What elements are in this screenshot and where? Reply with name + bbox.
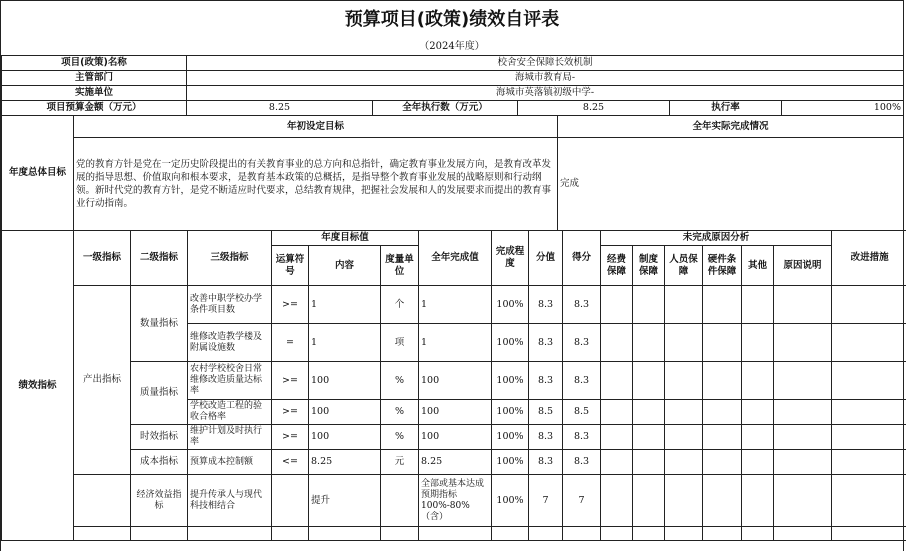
header-level3: 三级指标 (188, 231, 272, 286)
reason-system-cell (633, 286, 665, 324)
indicator-score: 8.3 (563, 425, 601, 450)
blank-cell (529, 527, 563, 541)
indicator-completion: 100% (492, 286, 529, 324)
reason-system-cell (633, 425, 665, 450)
indicator-content: 100 (309, 400, 381, 425)
blank-cell (832, 527, 906, 541)
indicator-operator (272, 475, 309, 527)
reason-funding-cell (601, 362, 633, 400)
blank-cell (381, 527, 419, 541)
reason-funding-cell (601, 400, 633, 425)
blank-cell (188, 527, 272, 541)
executed-value: 8.25 (518, 101, 670, 116)
indicator-name: 维修改造教学楼及附属设施数 (188, 324, 272, 362)
reason-desc-cell (774, 475, 832, 527)
indicator-score: 8.5 (563, 400, 601, 425)
indicator-weight: 8.3 (529, 450, 563, 475)
reason-hardware-cell (703, 425, 742, 450)
indicator-annual-value: 1 (419, 324, 492, 362)
reason-staff-cell (665, 286, 703, 324)
indicator-score: 8.3 (563, 362, 601, 400)
improve-cell (832, 400, 906, 425)
reason-other-cell (742, 450, 774, 475)
reason-other-cell (742, 425, 774, 450)
reason-funding-cell (601, 475, 633, 527)
reason-hardware-cell (703, 286, 742, 324)
indicator-operator: <= (272, 450, 309, 475)
reason-staff-cell (665, 362, 703, 400)
reason-desc-cell (774, 362, 832, 400)
reason-desc-cell (774, 450, 832, 475)
reason-funding-cell (601, 425, 633, 450)
reason-funding-cell (601, 286, 633, 324)
indicator-unit: % (381, 425, 419, 450)
indicator-annual-value: 1 (419, 286, 492, 324)
page-title: 预算项目(政策)绩效自评表 (344, 9, 560, 30)
indicator-unit: 个 (381, 286, 419, 324)
indicator-name: 农村学校校舍日常维修改造质量达标率 (188, 362, 272, 400)
indicator-score: 8.3 (563, 324, 601, 362)
indicator-weight: 8.3 (529, 286, 563, 324)
project-name-label: 项目(政策)名称 (2, 56, 187, 71)
project-name-value: 校舍安全保障长效机制 (187, 56, 904, 71)
indicator-completion: 100% (492, 324, 529, 362)
header-level2: 二级指标 (131, 231, 188, 286)
output-indicator-label: 产出指标 (74, 286, 131, 475)
indicator-table (1, 230, 906, 541)
reason-desc-cell (774, 400, 832, 425)
reason-funding-cell (601, 450, 633, 475)
blank-cell (272, 527, 309, 541)
header-reason-group: 未完成原因分析 (601, 231, 832, 246)
indicator-name: 预算成本控制额 (188, 450, 272, 475)
indicator-completion: 100% (492, 362, 529, 400)
indicator-content: 8.25 (309, 450, 381, 475)
indicator-unit (381, 475, 419, 527)
header-system: 制度保障 (633, 246, 665, 286)
header-annual-value: 全年完成值 (419, 231, 492, 286)
unit-label: 实施单位 (2, 86, 187, 101)
header-hardware: 硬件条件保障 (703, 246, 742, 286)
department-label: 主管部门 (2, 71, 187, 86)
indicator-weight: 8.3 (529, 425, 563, 450)
indicators-section-label: 绩效指标 (2, 231, 74, 541)
group-quantity: 数量指标 (131, 286, 188, 362)
blank-cell (601, 527, 633, 541)
reason-desc-cell (774, 425, 832, 450)
indicator-name: 学校改造工程的验收合格率 (188, 400, 272, 425)
improve-cell (832, 475, 906, 527)
department-value: 海城市教育局- (187, 71, 904, 86)
indicator-annual-value: 全部或基本达成预期指标100%-80%（含） (419, 475, 492, 527)
indicator-operator: = (272, 324, 309, 362)
header-other: 其他 (742, 246, 774, 286)
group-timeliness: 时效指标 (131, 425, 188, 450)
initial-goal-header: 年初设定目标 (74, 116, 558, 138)
year-subtitle: （2024年度） (419, 41, 485, 52)
indicator-weight: 8.3 (529, 324, 563, 362)
reason-system-cell (633, 362, 665, 400)
goals-section-label: 年度总体目标 (2, 116, 74, 231)
indicator-content: 100 (309, 362, 381, 400)
indicator-unit: % (381, 400, 419, 425)
header-staff: 人员保障 (665, 246, 703, 286)
indicator-content: 100 (309, 425, 381, 450)
benefit-indicator-label (74, 475, 131, 527)
indicator-operator: >= (272, 362, 309, 400)
reason-system-cell (633, 324, 665, 362)
blank-cell (563, 527, 601, 541)
indicator-operator: >= (272, 286, 309, 324)
indicator-weight: 7 (529, 475, 563, 527)
blank-cell (633, 527, 665, 541)
indicator-score: 8.3 (563, 286, 601, 324)
indicator-annual-value: 100 (419, 400, 492, 425)
unit-value: 海城市英落镇初级中学- (187, 86, 904, 101)
indicator-name: 提升传承人与现代科技相结合 (188, 475, 272, 527)
header-target-group: 年度目标值 (272, 231, 419, 246)
budget-table (1, 100, 904, 116)
reason-system-cell (633, 475, 665, 527)
group-economic: 经济效益指标 (131, 475, 188, 527)
header-unit: 度量单位 (381, 246, 419, 286)
reason-hardware-cell (703, 450, 742, 475)
indicator-weight: 8.3 (529, 362, 563, 400)
blank-cell (703, 527, 742, 541)
indicator-score: 8.3 (563, 450, 601, 475)
blank-cell (742, 527, 774, 541)
initial-goal-text: 党的教育方针是党在一定历史阶段提出的有关教育事业的总方向和总指针，确定教育事业发展方向，是教育改革发展的指导思想、价值取向和根本要求，是教育基本政策的总概括，是指导整个教育事业发展的战略原则和行动纲领。新时代党的教育方针，是党不断适应时代要求，总结教育规律，把握社会发展和人的发展要求而提出的教育事业行动指南。 (74, 138, 558, 231)
goals-table (1, 115, 904, 231)
reason-staff-cell (665, 475, 703, 527)
header-reason-desc: 原因说明 (774, 246, 832, 286)
improve-cell (832, 362, 906, 400)
indicator-unit: 项 (381, 324, 419, 362)
reason-other-cell (742, 324, 774, 362)
reason-hardware-cell (703, 400, 742, 425)
blank-cell (419, 527, 492, 541)
indicator-name: 改善中职学校办学条件项目数 (188, 286, 272, 324)
group-cost: 成本指标 (131, 450, 188, 475)
indicator-content: 1 (309, 324, 381, 362)
reason-hardware-cell (703, 475, 742, 527)
reason-desc-cell (774, 324, 832, 362)
indicator-completion: 100% (492, 400, 529, 425)
indicator-annual-value: 8.25 (419, 450, 492, 475)
indicator-operator: >= (272, 425, 309, 450)
blank-cell (492, 527, 529, 541)
rate-label: 执行率 (670, 101, 782, 116)
budget-value: 8.25 (187, 101, 373, 116)
info-table (1, 55, 904, 101)
header-improve: 改进措施 (832, 231, 906, 286)
rate-value: 100% (782, 101, 904, 116)
reason-staff-cell (665, 400, 703, 425)
blank-cell (309, 527, 381, 541)
header-content: 内容 (309, 246, 381, 286)
header-level1: 一级指标 (74, 231, 131, 286)
blank-cell (774, 527, 832, 541)
blank-cell (74, 527, 131, 541)
header-funding: 经费保障 (601, 246, 633, 286)
indicator-content: 1 (309, 286, 381, 324)
indicator-unit: 元 (381, 450, 419, 475)
reason-system-cell (633, 400, 665, 425)
improve-cell (832, 286, 906, 324)
reason-desc-cell (774, 286, 832, 324)
blank-cell (131, 527, 188, 541)
reason-other-cell (742, 475, 774, 527)
indicator-name: 维护计划及时执行率 (188, 425, 272, 450)
reason-funding-cell (601, 324, 633, 362)
budget-label: 项目预算金额（万元） (2, 101, 187, 116)
header-completion: 完成程度 (492, 231, 529, 286)
indicator-completion: 100% (492, 450, 529, 475)
group-quality: 质量指标 (131, 362, 188, 425)
header-score-weight: 分值 (529, 231, 563, 286)
actual-goal-header: 全年实际完成情况 (558, 116, 904, 138)
actual-goal-text: 完成 (558, 138, 904, 231)
reason-system-cell (633, 450, 665, 475)
indicator-completion: 100% (492, 475, 529, 527)
indicator-annual-value: 100 (419, 362, 492, 400)
reason-other-cell (742, 400, 774, 425)
header-score: 得分 (563, 231, 601, 286)
indicator-content: 提升 (309, 475, 381, 527)
reason-staff-cell (665, 324, 703, 362)
reason-staff-cell (665, 450, 703, 475)
header-operator: 运算符号 (272, 246, 309, 286)
improve-cell (832, 425, 906, 450)
indicator-annual-value: 100 (419, 425, 492, 450)
indicator-completion: 100% (492, 425, 529, 450)
indicator-score: 7 (563, 475, 601, 527)
reason-hardware-cell (703, 324, 742, 362)
reason-other-cell (742, 286, 774, 324)
improve-cell (832, 450, 906, 475)
reason-other-cell (742, 362, 774, 400)
reason-hardware-cell (703, 362, 742, 400)
indicator-operator: >= (272, 400, 309, 425)
executed-label: 全年执行数（万元） (373, 101, 518, 116)
reason-staff-cell (665, 425, 703, 450)
improve-cell (832, 324, 906, 362)
indicator-weight: 8.5 (529, 400, 563, 425)
blank-cell (665, 527, 703, 541)
indicator-unit: % (381, 362, 419, 400)
